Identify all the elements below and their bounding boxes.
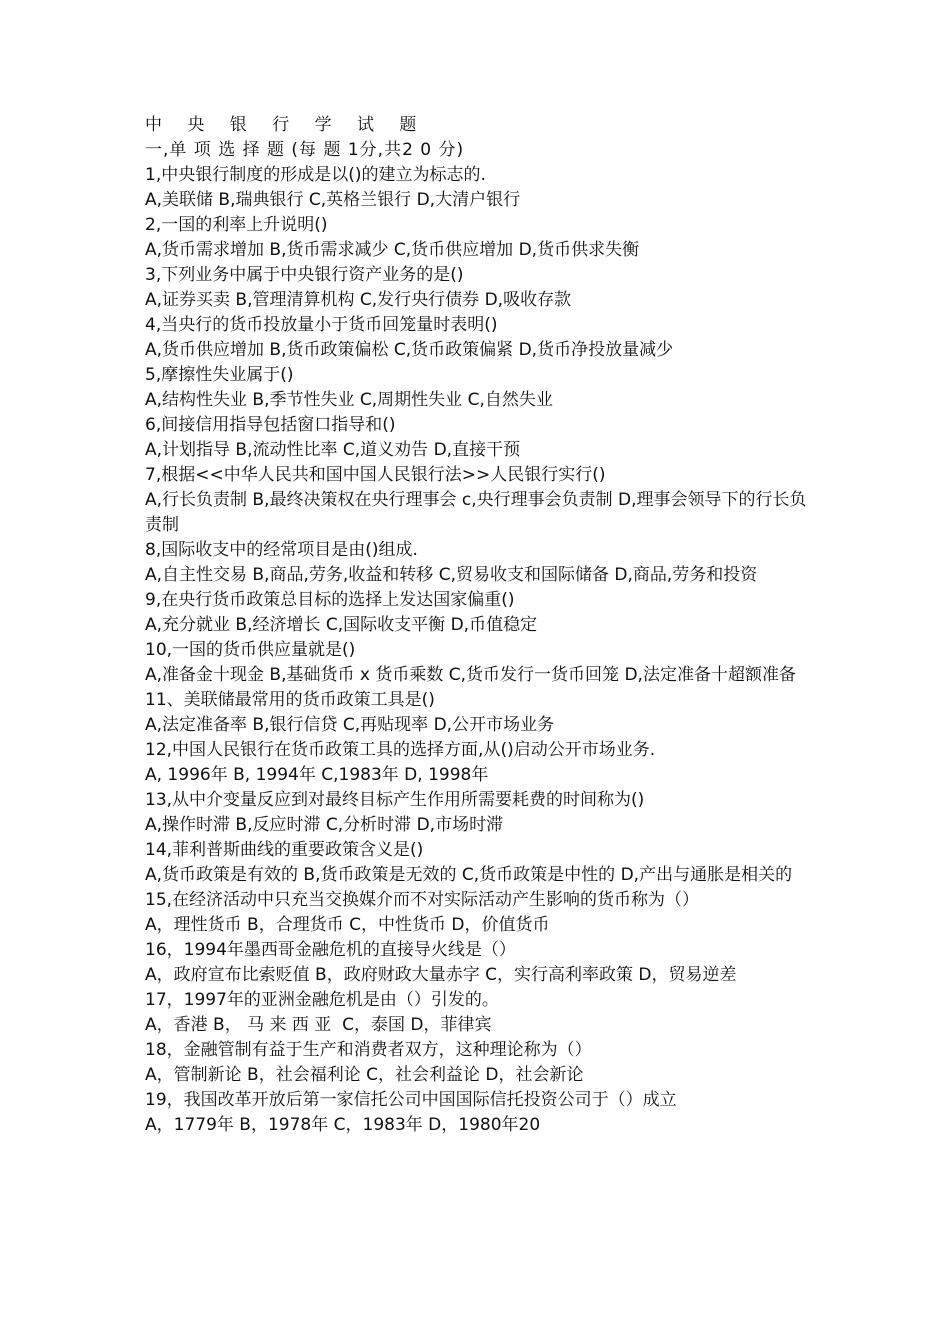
- question-options: A,行长负责制 B,最终决策权在央行理事会 c,央行理事会负责制 D,理事会领导下的行长负责制: [145, 490, 807, 535]
- question-options: A,结构性失业 B,季节性失业 C,周期性失业 C,自然失业: [145, 390, 553, 410]
- question-text: 4,当央行的货币投放量小于货币回笼量时表明(): [145, 315, 498, 335]
- document-title: 中 央 银 行 学 试 题: [145, 115, 427, 135]
- question-options: A，1779年 B，1978年 C，1983年 D，1980年20: [145, 1115, 541, 1135]
- question-text: 16，1994年墨西哥金融危机的直接导火线是（）: [145, 940, 516, 960]
- question-text: 1,中央银行制度的形成是以()的建立为标志的.: [145, 165, 486, 185]
- question-options: A,货币需求增加 B,货币需求减少 C,货币供应增加 D,货币供求失衡: [145, 240, 640, 260]
- document-body: [145, 113, 810, 1138]
- question-text: 11、美联储最常用的货币政策工具是(): [145, 690, 435, 710]
- question-options: A,美联储 B,瑞典银行 C,英格兰银行 D,大清户银行: [145, 190, 521, 210]
- question-options: A,证券买卖 B,管理清算机构 C,发行央行债券 D,吸收存款: [145, 290, 572, 310]
- question-text: 9,在央行货币政策总目标的选择上发达国家偏重(): [145, 590, 515, 610]
- question-text: 19，我国改革开放后第一家信托公司中国国际信托投资公司于（）成立: [145, 1090, 677, 1110]
- question-options: A,货币供应增加 B,货币政策偏松 C,货币政策偏紧 D,货币净投放量减少: [145, 340, 674, 360]
- question-options: A,准备金十现金 B,基础货币 x 货币乘数 C,货币发行一货币回笼 D,法定准备十超额准备: [145, 665, 796, 685]
- question-text: 6,间接信用指导包括窗口指导和(): [145, 415, 396, 435]
- question-options: A，理性货币 B，合理货币 C，中性货币 D，价值货币: [145, 915, 550, 935]
- question-text: 10,一国的货币供应量就是(): [145, 640, 356, 660]
- question-text: 7,根据<<中华人民共和国中国人民银行法>>人民银行实行(): [145, 465, 606, 485]
- question-text: 18，金融管制有益于生产和消费者双方，这种理论称为（）: [145, 1040, 592, 1060]
- question-options: A,货币政策是有效的 B,货币政策是无效的 C,货币政策是中性的 D,产出与通胀是相关的: [145, 865, 793, 885]
- question-options: A,充分就业 B,经济增长 C,国际收支平衡 D,币值稳定: [145, 615, 538, 635]
- question-text: 8,国际收支中的经常项目是由()组成.: [145, 540, 418, 560]
- question-options: A，管制新论 B，社会福利论 C，社会利益论 D，社会新论: [145, 1065, 584, 1085]
- question-options: A，香港 B， 马 来 西 亚 C，泰国 D，菲律宾: [145, 1015, 492, 1035]
- question-text: 5,摩擦性失业属于(): [145, 365, 294, 385]
- question-options: A，政府宣布比索贬值 B，政府财政大量赤字 C，实行高利率政策 D，贸易逆差: [145, 965, 737, 985]
- question-text: 3,下列业务中属于中央银行资产业务的是(): [145, 265, 464, 285]
- section-header: 一,单 项 选 择 题 (每 题 1分,共2 0 分): [145, 140, 465, 160]
- question-text: 15,在经济活动中只充当交换媒介而不对实际活动产生影响的货币称为（）: [145, 890, 700, 910]
- question-options: A, 1996年 B, 1994年 C,1983年 D, 1998年: [145, 765, 489, 785]
- question-options: A,自主性交易 B,商品,劳务,收益和转移 C,贸易收支和国际储备 D,商品,劳务和投资: [145, 565, 758, 585]
- question-text: 14,菲利普斯曲线的重要政策含义是(): [145, 840, 424, 860]
- question-text: 12,中国人民银行在货币政策工具的选择方面,从()启动公开市场业务.: [145, 740, 656, 760]
- question-text: 2,一国的利率上升说明(): [145, 215, 328, 235]
- question-text: 17，1997年的亚洲金融危机是由（）引发的。: [145, 990, 499, 1010]
- question-options: A,计划指导 B,流动性比率 C,道义劝告 D,直接干预: [145, 440, 521, 460]
- question-text: 13,从中介变量反应到对最终目标产生作用所需要耗费的时间称为(): [145, 790, 645, 810]
- question-options: A,操作时滞 B,反应时滞 C,分析时滞 D,市场时滞: [145, 815, 504, 835]
- question-options: A,法定准备率 B,银行信贷 C,再贴现率 D,公开市场业务: [145, 715, 555, 735]
